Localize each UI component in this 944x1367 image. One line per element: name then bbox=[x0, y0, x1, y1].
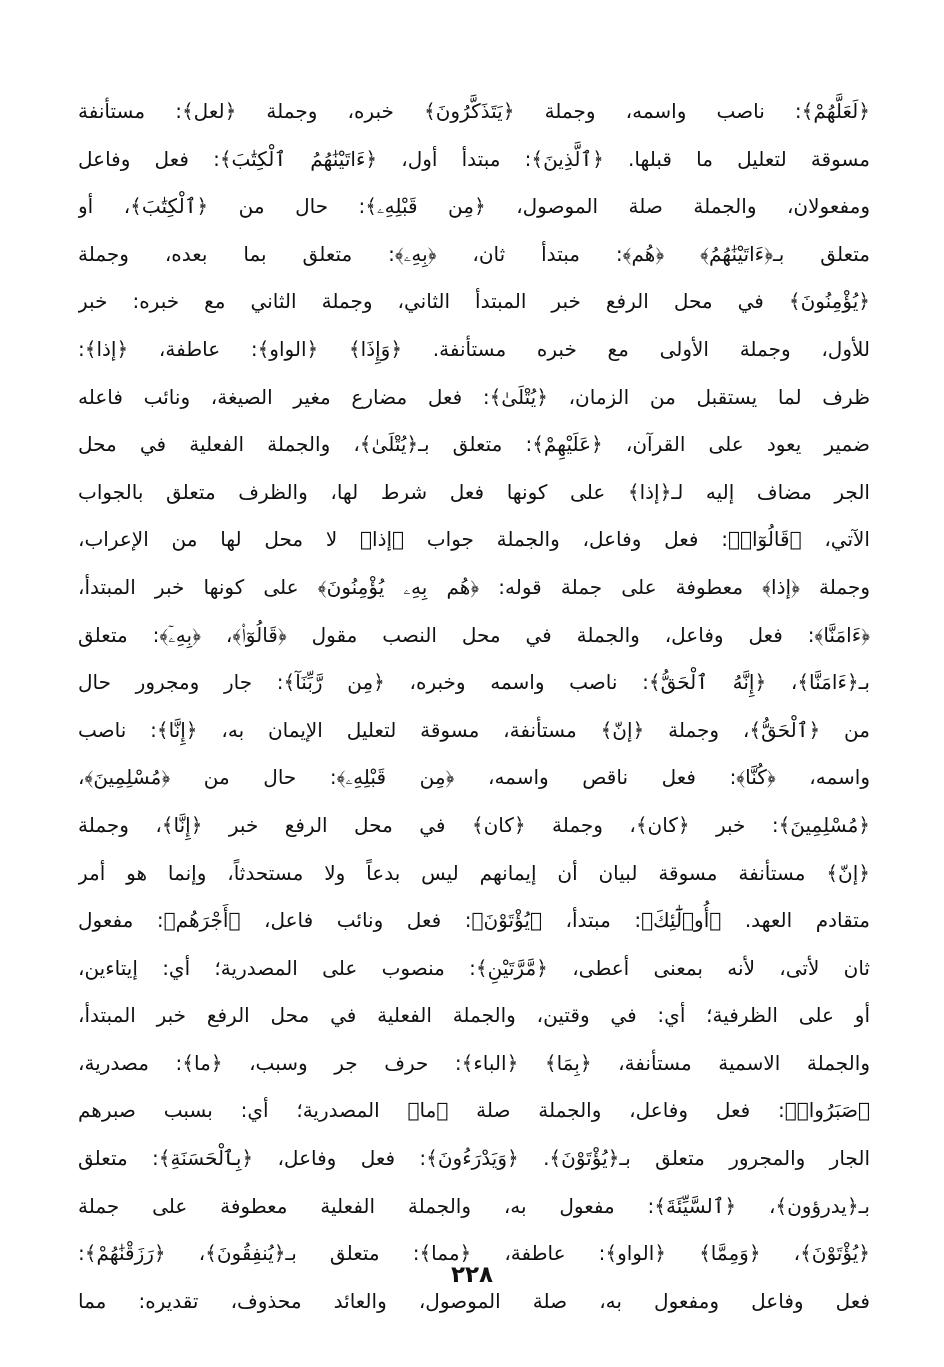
text-line: ﴿لَعَلَّهُمْ﴾: ناصب واسمه، وجملة ﴿يَتَذَكَّرُونَ﴾ خبره، وجملة ﴿لعل﴾: مستأنفة bbox=[78, 99, 870, 123]
text-line: ﴿يُؤْمِنُونَ﴾ في محل الرفع خبر المبتدأ الثاني، وجملة الثاني مع خبره: خبر bbox=[78, 289, 870, 314]
text-line: واسمه، ﴿كُنَّا﴾: فعل ناقص واسمه، ﴿مِن قَبْلِهِۦ﴾: حال من ﴿مُسْلِمِينَ﴾، bbox=[78, 765, 870, 790]
text-line: ومفعولان، والجملة صلة الموصول، ﴿مِن قَبْلِهِۦ﴾: حال من ﴿ٱلْكِتَٰبَ﴾، أو bbox=[78, 194, 870, 219]
text-line: ﴿مُسْلِمِينَ﴾: خبر ﴿كان﴾، وجملة ﴿كان﴾ في محل الرفع خبر ﴿إِنَّا﴾، وجملة bbox=[78, 812, 870, 837]
text-line: أو على الظرفية؛ أي: في وقتين، والجملة الفعلية في محل الرفع خبر المبتدأ، bbox=[78, 1003, 870, 1028]
text-line: ﴿صَبَرُوا۟﴾: فعل وفاعل، والجملة صلة ﴿ما﴾ المصدرية؛ أي: بسبب صبرهم bbox=[78, 1098, 870, 1123]
text-line: من ﴿ٱلْحَقُّ﴾، وجملة ﴿إنّ﴾ مستأنفة، مسوقة لتعليل الإيمان به، ﴿إِنَّا﴾: ناصب bbox=[78, 717, 870, 742]
text-line: ثان لأتى، لأنه بمعنى أعطى، ﴿مَّرَّتَيْنِ﴾: منصوب على المصدرية؛ أي: إيتاءين، bbox=[78, 955, 870, 980]
text-line: ﴿إنّ﴾ مستأنفة مسوقة لبيان أن إيمانهم ليس بدعاً ولا مستحدثاً، وإنما هو أمر bbox=[78, 860, 870, 885]
text-line: مسوقة لتعليل ما قبلها. ﴿ٱلَّذِينَ﴾: مبتدأ أول، ﴿ءَاتَيْنَٰهُمُ ٱلْكِتَٰبَ﴾: فعل وفاعل bbox=[78, 146, 870, 171]
text-line: الآتي، ﴿قَالُوٓا۟﴾: فعل وفاعل، والجملة جواب ﴿إذا﴾ لا محل لها من الإعراب، bbox=[78, 527, 870, 552]
text-line: متعلق بـ﴿ءَاتَيْنَٰهُمُ﴾ ﴿هُم﴾: مبتدأ ثان، ﴿بِهِۦ﴾: متعلق بما بعده، وجملة bbox=[78, 241, 870, 266]
text-line: بـ﴿يدرؤون﴾، ﴿ٱلسَّيِّئَةَ﴾: مفعول به، والجملة الفعلية معطوفة على جملة bbox=[78, 1193, 870, 1218]
body-text bbox=[78, 88, 870, 1325]
text-line: الجار والمجرور متعلق بـ﴿يُؤْتَوْنَ﴾. ﴿وَيَدْرَءُونَ﴾: فعل وفاعل، ﴿بِٱلْحَسَنَةِ﴾: متعلق bbox=[78, 1146, 870, 1171]
text-line: بـ﴿ءَامَنَّا﴾، ﴿إِنَّهُ ٱلْحَقُّ﴾: ناصب واسمه وخبره، ﴿مِن رَّبِّنَآ﴾: جار ومجرور حال bbox=[78, 670, 870, 695]
text-line: ﴿ءَامَنَّا﴾: فعل وفاعل، والجملة في محل النصب مقول ﴿قَالُوٓا۟﴾، ﴿بِهِۦٓ﴾: متعلق bbox=[78, 622, 870, 647]
text-line: فعل وفاعل ومفعول به، صلة الموصول، والعائد محذوف، تقديره: مما bbox=[78, 1288, 870, 1313]
text-line: ﴿يُؤْتَوْنَ﴾، ﴿وَمِمَّا﴾ ﴿الواو﴾: عاطفة، ﴿مما﴾: متعلق بـ﴿يُنفِقُونَ﴾، ﴿رَزَقْنَٰهُمْ﴾: bbox=[78, 1241, 870, 1266]
text-line: وجملة ﴿إذا﴾ معطوفة على جملة قوله: ﴿هُم بِهِۦ يُؤْمِنُونَ﴾ على كونها خبر المبتدأ، bbox=[78, 574, 870, 599]
text-line: ضمير يعود على القرآن، ﴿عَلَيْهِمْ﴾: متعلق بـ﴿يُتْلَىٰ﴾، والجملة الفعلية في محل bbox=[78, 432, 870, 457]
text-line: متقادم العهد. ﴿أُو۟لَٰٓئِكَ﴾: مبتدأ، ﴿يُؤْتَوْنَ﴾: فعل ونائب فاعل، ﴿أَجْرَهُم﴾: مفعول bbox=[78, 908, 870, 933]
text-line: والجملة الاسمية مستأنفة، ﴿بِمَا﴾ ﴿الباء﴾: حرف جر وسبب، ﴿ما﴾: مصدرية، bbox=[78, 1050, 870, 1075]
text-line: ظرف لما يستقبل من الزمان، ﴿يُتْلَىٰ﴾: فعل مضارع مغير الصيغة، ونائب فاعله bbox=[78, 384, 870, 409]
text-line: الجر مضاف إليه لـ﴿إذا﴾ على كونها فعل شرط لها، والظرف متعلق بالجواب bbox=[78, 479, 870, 504]
page-number: ٢٢٨ bbox=[450, 1262, 494, 1288]
text-line: للأول، وجملة الأولى مع خبره مستأنفة. ﴿وَإِذَا﴾ ﴿الواو﴾: عاطفة، ﴿إذا﴾: bbox=[78, 336, 870, 361]
